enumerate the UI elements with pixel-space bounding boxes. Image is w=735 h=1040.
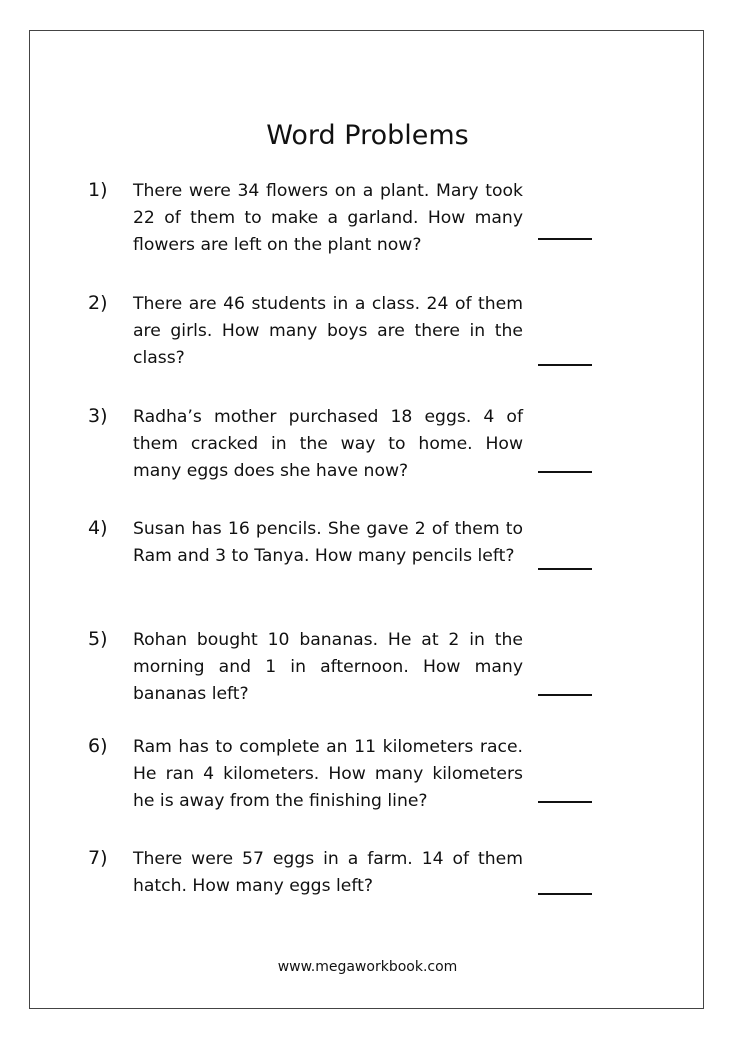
problem-text: There were 57 eggs in a farm. 14 of them hatch. How many eggs left? <box>133 849 523 896</box>
answer-line-2[interactable] <box>538 364 592 366</box>
problem-number: 3) <box>88 405 108 427</box>
problem-text: There are 46 students in a class. 24 of them are girls. How many boys are there in the class? <box>133 294 523 368</box>
problem-number: 5) <box>88 628 108 650</box>
problem-number: 2) <box>88 292 108 314</box>
answer-line-4[interactable] <box>538 568 592 570</box>
problem-text: Ram has to complete an 11 kilometers race. He ran 4 kilometers. How many kilometers he is away from the finishing line? <box>133 737 523 811</box>
answer-line-7[interactable] <box>538 893 592 895</box>
answer-line-1[interactable] <box>538 238 592 240</box>
answer-line-5[interactable] <box>538 694 592 696</box>
problem-number: 7) <box>88 847 108 869</box>
problem-number: 1) <box>88 179 108 201</box>
answer-line-3[interactable] <box>538 471 592 473</box>
problem-number: 6) <box>88 735 108 757</box>
page-title: Word Problems <box>266 120 469 151</box>
problem-text: Radha’s mother purchased 18 eggs. 4 of them cracked in the way to home. How many eggs does she have now? <box>133 407 523 481</box>
problem-text: Susan has 16 pencils. She gave 2 of them to Ram and 3 to Tanya. How many pencils left? <box>133 519 523 566</box>
problem-number: 4) <box>88 517 108 539</box>
problem-text: There were 34 flowers on a plant. Mary took 22 of them to make a garland. How many flowers are left on the plant now? <box>133 181 523 255</box>
answer-line-6[interactable] <box>538 801 592 803</box>
problem-text: Rohan bought 10 bananas. He at 2 in the morning and 1 in afternoon. How many bananas left? <box>133 630 523 704</box>
footer-url: www.megaworkbook.com <box>277 959 458 975</box>
